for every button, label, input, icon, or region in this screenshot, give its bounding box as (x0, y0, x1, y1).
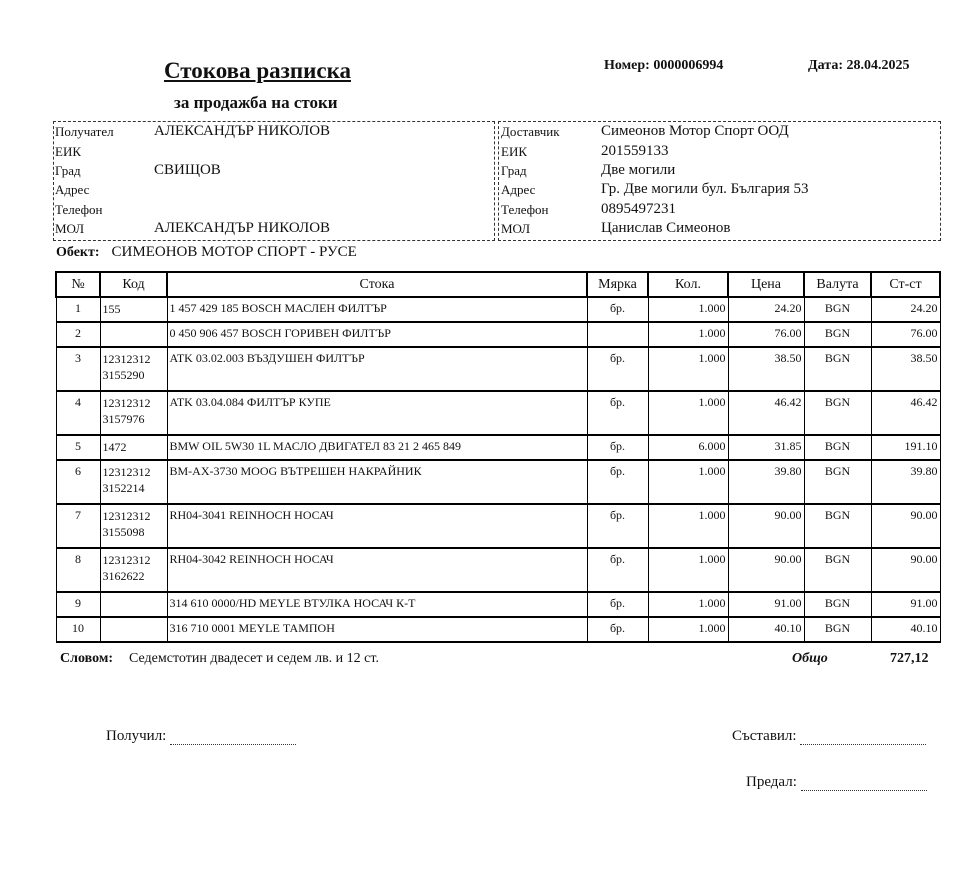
cell-price: 31.85 (728, 435, 804, 460)
cell-qty: 1.000 (648, 548, 728, 592)
cell-no: 6 (56, 460, 100, 504)
handed-signature (746, 774, 927, 791)
col-header-qty: Кол. (648, 272, 728, 297)
cell-code: 12312312 3155290 (100, 347, 167, 391)
cell-qty: 1.000 (648, 460, 728, 504)
cell-price: 90.00 (728, 548, 804, 592)
table-row (56, 347, 940, 391)
document-date (808, 58, 909, 74)
cell-amount: 191.10 (871, 435, 940, 460)
amount-in-words (60, 651, 379, 667)
cell-unit: бр. (587, 391, 648, 435)
supplier-address-label: Адрес (501, 182, 536, 197)
supplier-eik-value: 201559133 (601, 143, 669, 159)
object-label: Обект: (56, 245, 100, 260)
words-value: Седемстотин двадесет и седем лв. и 12 ст. (129, 651, 379, 666)
cell-item: BM-AX-3730 MOOG ВЪТРЕШЕН НАКРАЙНИК (167, 460, 587, 504)
cell-qty: 1.000 (648, 592, 728, 617)
cell-item: ATK 03.02.003 ВЪЗДУШЕН ФИЛТЪР (167, 347, 587, 391)
cell-item: BMW OIL 5W30 1L МАСЛО ДВИГАТЕЛ 83 21 2 465 849 (167, 435, 587, 460)
supplier-phone-value: 0895497231 (601, 201, 676, 217)
col-header-no: № (56, 272, 100, 297)
compiled-signature (732, 728, 926, 745)
table-row (56, 617, 940, 642)
supplier-eik-label: ЕИК (501, 144, 527, 159)
cell-unit: бр. (587, 504, 648, 548)
document-title: Стокова разписка (164, 58, 351, 83)
cell-amount: 46.42 (871, 391, 940, 435)
recipient-value: АЛЕКСАНДЪР НИКОЛОВ (154, 123, 331, 139)
cell-unit (587, 322, 648, 347)
cell-price: 90.00 (728, 504, 804, 548)
cell-no: 3 (56, 347, 100, 391)
cell-item: 1 457 429 185 BOSCH МАСЛЕН ФИЛТЪР (167, 297, 587, 322)
cell-qty: 1.000 (648, 322, 728, 347)
supplier-mol-label: МОЛ (501, 221, 531, 236)
cell-price: 38.50 (728, 347, 804, 391)
recipient-mol-value: АЛЕКСАНДЪР НИКОЛОВ (154, 220, 331, 236)
table-row (56, 391, 940, 435)
handed-label: Предал: (746, 774, 797, 790)
cell-price: 40.10 (728, 617, 804, 642)
cell-code: 12312312 3157976 (100, 391, 167, 435)
cell-unit: бр. (587, 435, 648, 460)
cell-unit: бр. (587, 347, 648, 391)
cell-no: 9 (56, 592, 100, 617)
col-header-amount: Ст-ст (871, 272, 940, 297)
cell-amount: 91.00 (871, 592, 940, 617)
cell-qty: 1.000 (648, 347, 728, 391)
supplier-box (498, 121, 941, 241)
cell-no: 2 (56, 322, 100, 347)
cell-code: 12312312 3152214 (100, 460, 167, 504)
cell-qty: 1.000 (648, 391, 728, 435)
recipient-address-label: Адрес (55, 182, 90, 197)
recipient-city-value: СВИЩОВ (154, 162, 221, 178)
cell-price: 91.00 (728, 592, 804, 617)
cell-qty: 6.000 (648, 435, 728, 460)
recipient-city-label: Град (55, 163, 81, 178)
cell-unit: бр. (587, 617, 648, 642)
cell-no: 5 (56, 435, 100, 460)
table-row (56, 460, 940, 504)
cell-currency: BGN (804, 322, 871, 347)
received-signature (106, 728, 296, 745)
supplier-city-label: Град (501, 163, 527, 178)
cell-unit: бр. (587, 297, 648, 322)
col-header-currency: Валута (804, 272, 871, 297)
cell-code (100, 617, 167, 642)
supplier-city-value: Две могили (601, 162, 676, 178)
cell-amount: 39.80 (871, 460, 940, 504)
table-row (56, 322, 940, 347)
cell-unit: бр. (587, 592, 648, 617)
cell-amount: 40.10 (871, 617, 940, 642)
supplier-phone-label: Телефон (501, 202, 549, 217)
cell-amount: 90.00 (871, 504, 940, 548)
cell-no: 8 (56, 548, 100, 592)
cell-price: 76.00 (728, 322, 804, 347)
items-table (55, 271, 941, 643)
compiled-label: Съставил: (732, 728, 797, 744)
received-signature-line (170, 730, 296, 745)
cell-code (100, 322, 167, 347)
recipient-box (53, 121, 495, 241)
cell-code: 1472 (100, 435, 167, 460)
col-header-item: Стока (167, 272, 587, 297)
cell-qty: 1.000 (648, 617, 728, 642)
document-number (604, 58, 723, 74)
cell-price: 46.42 (728, 391, 804, 435)
cell-unit: бр. (587, 548, 648, 592)
col-header-price: Цена (728, 272, 804, 297)
cell-currency: BGN (804, 391, 871, 435)
supplier-label: Доставчик (501, 124, 560, 139)
cell-currency: BGN (804, 297, 871, 322)
received-label: Получил: (106, 728, 167, 744)
table-row (56, 548, 940, 592)
cell-amount: 24.20 (871, 297, 940, 322)
total-label: Общо (792, 651, 828, 666)
cell-no: 1 (56, 297, 100, 322)
cell-item: 314 610 0000/HD MEYLE ВТУЛКА НОСАЧ К-Т (167, 592, 587, 617)
cell-amount: 90.00 (871, 548, 940, 592)
cell-currency: BGN (804, 347, 871, 391)
cell-amount: 76.00 (871, 322, 940, 347)
cell-code: 12312312 3162622 (100, 548, 167, 592)
words-label: Словом: (60, 651, 114, 666)
total-value: 727,12 (890, 651, 929, 666)
cell-currency: BGN (804, 548, 871, 592)
number-value: 0000006994 (653, 58, 724, 73)
cell-unit: бр. (587, 460, 648, 504)
recipient-phone-label: Телефон (55, 202, 103, 217)
date-value: 28.04.2025 (846, 58, 910, 73)
cell-amount: 38.50 (871, 347, 940, 391)
object-line (56, 244, 357, 261)
recipient-label: Получател (55, 124, 114, 139)
col-header-unit: Мярка (587, 272, 648, 297)
cell-code (100, 592, 167, 617)
supplier-mol-value: Цанислав Симеонов (601, 220, 731, 236)
table-header-row (56, 272, 940, 297)
cell-currency: BGN (804, 617, 871, 642)
cell-item: RH04-3041 REINHOCH НОСАЧ (167, 504, 587, 548)
cell-qty: 1.000 (648, 504, 728, 548)
supplier-address-value: Гр. Две могили бул. България 53 (601, 181, 809, 197)
cell-currency: BGN (804, 592, 871, 617)
cell-code: 12312312 3155098 (100, 504, 167, 548)
recipient-eik-label: ЕИК (55, 144, 81, 159)
table-row (56, 504, 940, 548)
cell-currency: BGN (804, 460, 871, 504)
handed-signature-line (801, 776, 927, 791)
cell-item: ATK 03.04.084 ФИЛТЪР КУПЕ (167, 391, 587, 435)
compiled-signature-line (800, 730, 926, 745)
cell-code: 155 (100, 297, 167, 322)
col-header-code: Код (100, 272, 167, 297)
document-subtitle: за продажба на стоки (174, 93, 338, 112)
object-value: СИМЕОНОВ МОТОР СПОРТ - РУСЕ (111, 244, 357, 260)
cell-price: 24.20 (728, 297, 804, 322)
recipient-mol-label: МОЛ (55, 221, 85, 236)
cell-no: 4 (56, 391, 100, 435)
cell-no: 10 (56, 617, 100, 642)
supplier-value: Симеонов Мотор Спорт ООД (601, 123, 789, 139)
number-label: Номер: (604, 58, 650, 73)
cell-item: RH04-3042 REINHOCH НОСАЧ (167, 548, 587, 592)
cell-price: 39.80 (728, 460, 804, 504)
cell-no: 7 (56, 504, 100, 548)
cell-qty: 1.000 (648, 297, 728, 322)
date-label: Дата: (808, 58, 843, 73)
cell-item: 316 710 0001 MEYLE ТАМПОН (167, 617, 587, 642)
cell-currency: BGN (804, 435, 871, 460)
table-row (56, 297, 940, 322)
table-row (56, 435, 940, 460)
recipient-row (55, 122, 114, 142)
cell-item: 0 450 906 457 BOSCH ГОРИВЕН ФИЛТЪР (167, 322, 587, 347)
table-row (56, 592, 940, 617)
cell-currency: BGN (804, 504, 871, 548)
